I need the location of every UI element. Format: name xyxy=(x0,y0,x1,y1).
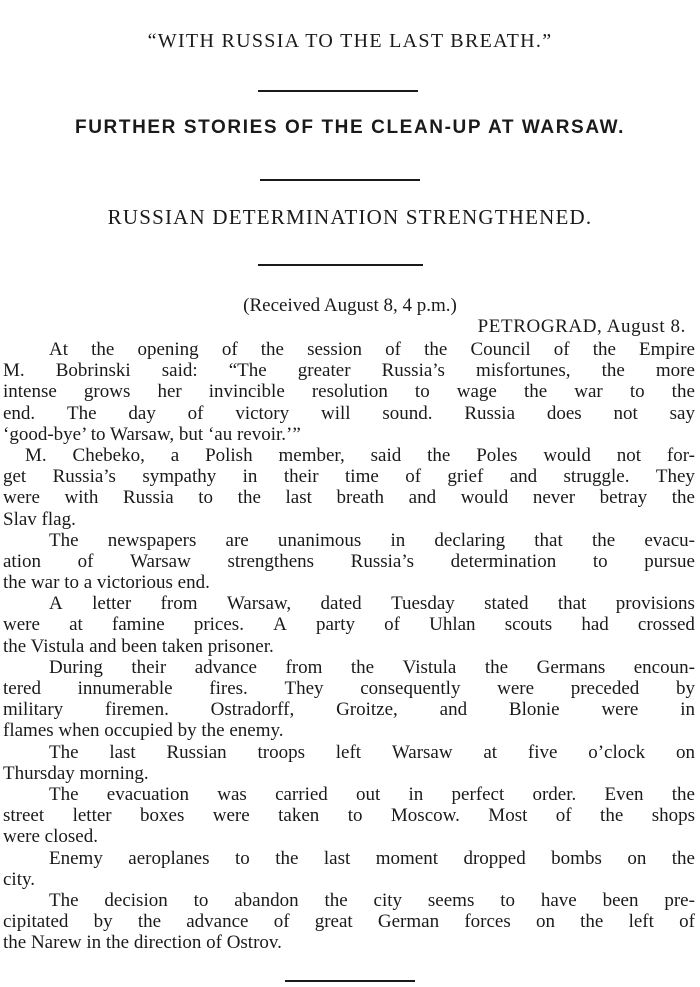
article-paragraph xyxy=(3,890,695,954)
paragraph-line: the Vistula and been taken prisoner. xyxy=(3,635,274,657)
paragraph-line: end. The day of victory will sound. Russia does not say xyxy=(3,402,695,424)
article-paragraph xyxy=(3,339,695,445)
headline-sub: FURTHER STORIES OF THE CLEAN-UP AT WARSAW. xyxy=(75,117,625,138)
article-paragraph xyxy=(3,784,695,848)
divider-rule xyxy=(260,179,420,181)
paragraph-line: cipitated by the advance of great German forces on the left of xyxy=(3,911,695,933)
paragraph-line: street letter boxes were taken to Moscow. Most of the shops xyxy=(3,805,695,827)
paragraph-line: the war to a victorious end. xyxy=(3,572,210,594)
paragraph-line: Enemy aeroplanes to the last moment dropped bombs on the xyxy=(49,847,695,869)
paragraph-line: Thursday morning. xyxy=(3,762,149,784)
article-paragraph xyxy=(3,530,695,594)
headline-third: RUSSIAN DETERMINATION STRENGTHENED. xyxy=(107,205,593,229)
paragraph-line: were with Russia to the last breath and would never betray the xyxy=(3,487,695,509)
divider-rule xyxy=(258,264,423,266)
paragraph-line: were closed. xyxy=(3,826,98,848)
paragraph-line: At the opening of the session of the Council of the Empire xyxy=(49,339,695,360)
paragraph-line: Slav flag. xyxy=(3,508,76,530)
paragraph-line: tered innumerable fires. They consequently were preceded by xyxy=(3,678,695,699)
paragraph-line: M. Chebeko, a Polish member, said the Poles would not for- xyxy=(25,444,695,466)
article-paragraph xyxy=(3,848,695,890)
paragraph-line: During their advance from the Vistula the Germans encoun- xyxy=(49,656,695,678)
article-paragraph xyxy=(3,445,695,530)
paragraph-line: intense grows her invincible resolution to wage the war to the xyxy=(3,381,695,403)
paragraph-line: ation of Warsaw strengthens Russia’s determination to pursue xyxy=(3,550,695,572)
paragraph-line: the Narew in the direction of Ostrov. xyxy=(3,932,282,954)
article-body xyxy=(3,339,695,953)
paragraph-line: flames when occupied by the enemy. xyxy=(3,720,284,742)
dateline: PETROGRAD, August 8. xyxy=(477,316,686,337)
article-paragraph xyxy=(3,742,695,784)
article-paragraph xyxy=(3,657,695,742)
paragraph-line: The last Russian troops left Warsaw at five o’clock on xyxy=(49,741,695,763)
paragraph-line: The decision to abandon the city seems to have been pre- xyxy=(49,889,695,911)
paragraph-line: city. xyxy=(3,868,36,890)
paragraph-line: The newspapers are unanimous in declaring that the evacu- xyxy=(49,529,695,551)
headline-main: “WITH RUSSIA TO THE LAST BREATH.” xyxy=(147,30,553,52)
paragraph-line: M. Bobrinski said: “The greater Russia’s misfortunes, the more xyxy=(3,360,695,382)
end-rule xyxy=(285,980,415,982)
paragraph-line: A letter from Warsaw, dated Tuesday stated that provisions xyxy=(49,593,695,615)
paragraph-line: The evacuation was carried out in perfect order. Even the xyxy=(49,783,695,805)
received-note: (Received August 8, 4 p.m.) xyxy=(243,295,457,316)
paragraph-line: get Russia’s sympathy in their time of grief and struggle. They xyxy=(3,466,695,488)
paragraph-line: ‘good-bye’ to Warsaw, but ‘au revoir.’” xyxy=(3,423,301,445)
paragraph-line: military firemen. Ostradorff, Groitze, and Blonie were in xyxy=(3,699,695,721)
divider-rule xyxy=(258,90,418,92)
paragraph-line: were at famine prices. A party of Uhlan scouts had crossed xyxy=(3,614,695,636)
article-paragraph xyxy=(3,593,695,657)
